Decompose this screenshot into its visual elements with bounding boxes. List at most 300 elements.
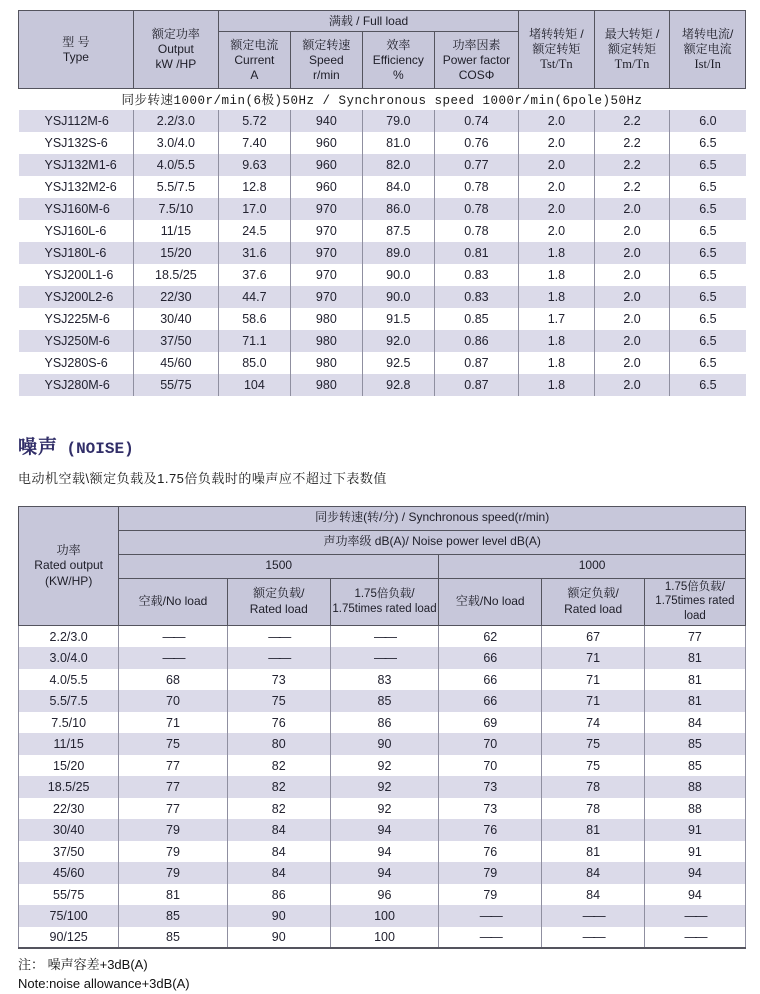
value-cell: 6.5 <box>670 330 746 352</box>
value-cell: 2.0 <box>594 308 670 330</box>
row-label-cell: 22/30 <box>19 798 119 820</box>
value-cell: 74 <box>542 712 645 734</box>
value-cell: 75 <box>227 690 330 712</box>
value-cell: 84.0 <box>362 176 434 198</box>
value-cell: —— <box>119 647 227 669</box>
value-cell: 1.8 <box>519 286 595 308</box>
value-cell: 6.5 <box>670 154 746 176</box>
col-header-output-unit: kW /HP <box>155 57 197 71</box>
value-cell: 66 <box>439 690 542 712</box>
row-label-cell: YSJ132M2-6 <box>44 179 117 194</box>
table-row <box>19 884 746 906</box>
col-header-175-1000 <box>644 578 745 626</box>
value-cell: 76 <box>227 712 330 734</box>
value-cell: 79 <box>439 862 542 884</box>
table-row <box>19 132 746 154</box>
value-cell: 0.87 <box>434 352 518 374</box>
value-cell: —— <box>644 905 745 927</box>
value-cell: 0.83 <box>434 264 518 286</box>
value-cell: 6.5 <box>670 198 746 220</box>
value-cell: 1.7 <box>519 308 595 330</box>
row-label-cell: YSJ112M-6 <box>44 113 109 128</box>
value-cell: 91 <box>644 841 745 863</box>
value-cell: 75 <box>542 733 645 755</box>
table-row <box>19 626 746 648</box>
value-cell: 0.76 <box>434 132 518 154</box>
row-label-cell: 75/100 <box>19 905 119 927</box>
col-header-output <box>133 11 218 89</box>
value-cell: 76 <box>439 841 542 863</box>
value-cell: 91 <box>644 819 745 841</box>
value-cell: 17.0 <box>218 198 290 220</box>
value-cell: 0.81 <box>434 242 518 264</box>
footnote-zh: 注： 噪声容差+3dB(A) <box>18 957 148 973</box>
value-cell: 960 <box>290 154 362 176</box>
value-cell: 92 <box>330 755 438 777</box>
row-label-cell: 3.0/4.0 <box>19 647 119 669</box>
value-cell: 0.87 <box>434 374 518 396</box>
value-cell: 9.63 <box>218 154 290 176</box>
table-row <box>19 819 746 841</box>
group-header-full-load: 满载 / Full load <box>218 11 518 32</box>
col-header-rated-output-unit: (KW/HP) <box>44 573 93 588</box>
col-header-speed-unit: r/min <box>313 67 340 82</box>
value-cell: 66 <box>439 669 542 691</box>
value-cell: 81 <box>119 884 227 906</box>
col-header-powerfactor-en: Power factor <box>442 52 511 67</box>
header-speed-1500: 1500 <box>119 554 439 578</box>
value-cell: 67 <box>542 626 645 648</box>
value-cell: 84 <box>542 862 645 884</box>
row-label-cell: YSJ132S-6 <box>44 135 108 150</box>
value-cell: 91.5 <box>362 308 434 330</box>
table-row <box>19 862 746 884</box>
table-row <box>19 798 746 820</box>
value-cell: 92 <box>330 776 438 798</box>
value-cell: 6.5 <box>670 264 746 286</box>
sync-speed-banner-row <box>19 89 746 110</box>
value-cell: 970 <box>290 220 362 242</box>
value-cell: 0.74 <box>434 110 518 132</box>
value-cell: 6.5 <box>670 132 746 154</box>
table-row <box>19 198 746 220</box>
value-cell: 3.0/4.0 <box>133 132 218 154</box>
value-cell: 104 <box>218 374 290 396</box>
value-cell: 2.0 <box>594 330 670 352</box>
value-cell: 970 <box>290 286 362 308</box>
value-cell: 0.78 <box>434 220 518 242</box>
value-cell: 2.0 <box>594 220 670 242</box>
value-cell: 92.8 <box>362 374 434 396</box>
value-cell: 90 <box>330 733 438 755</box>
row-label-cell: YSJ180L-6 <box>44 245 107 260</box>
value-cell: 92 <box>330 798 438 820</box>
value-cell: 2.2/3.0 <box>133 110 218 132</box>
noise-table <box>18 506 746 950</box>
value-cell: 71.1 <box>218 330 290 352</box>
col-header-type-en: Type <box>62 49 89 64</box>
value-cell: 79 <box>119 841 227 863</box>
col-header-tst-tn <box>519 11 595 89</box>
value-cell: 2.0 <box>594 198 670 220</box>
row-label-cell: 18.5/25 <box>19 776 119 798</box>
value-cell: —— <box>644 927 745 949</box>
table-row <box>19 927 746 949</box>
col-header-rated-en: Rated load <box>249 601 308 616</box>
value-cell: 88 <box>644 776 745 798</box>
row-label-cell: 55/75 <box>19 884 119 906</box>
col-header-175-en: 1.75times rated load <box>332 602 437 615</box>
value-cell: —— <box>227 626 330 648</box>
col-header-current-unit: A <box>250 67 259 82</box>
col-header-rated-output-en: Rated output <box>34 558 104 573</box>
value-cell: 82 <box>227 776 330 798</box>
value-cell: 1.8 <box>519 374 595 396</box>
value-cell: 71 <box>542 647 645 669</box>
col-header-tm-zh1: 最大转矩 / <box>604 26 660 41</box>
value-cell: 55/75 <box>133 374 218 396</box>
value-cell: 85 <box>644 755 745 777</box>
value-cell: 84 <box>542 884 645 906</box>
value-cell: 89.0 <box>362 242 434 264</box>
page-content <box>18 10 746 994</box>
row-label-cell: 30/40 <box>19 819 119 841</box>
value-cell: 84 <box>227 862 330 884</box>
value-cell: 45/60 <box>133 352 218 374</box>
value-cell: 86.0 <box>362 198 434 220</box>
col-header-tm-zh2: 额定转矩 <box>608 41 657 56</box>
value-cell: 84 <box>227 819 330 841</box>
value-cell: 75 <box>119 733 227 755</box>
value-cell: —— <box>542 905 645 927</box>
value-cell: 84 <box>644 712 745 734</box>
value-cell: 1.8 <box>519 352 595 374</box>
value-cell: 0.78 <box>434 198 518 220</box>
col-header-speed-zh: 额定转速 <box>302 37 351 52</box>
noise-table-body <box>19 626 746 949</box>
value-cell: 82 <box>227 798 330 820</box>
value-cell: 90.0 <box>362 264 434 286</box>
col-header-175-en: 1.75times rated load <box>655 595 735 623</box>
col-header-efficiency-en: Efficiency <box>372 52 424 67</box>
row-label-cell: YSJ200L2-6 <box>44 289 114 304</box>
value-cell: 77 <box>119 776 227 798</box>
table-row <box>19 242 746 264</box>
value-cell: 90 <box>227 927 330 949</box>
value-cell: 85.0 <box>218 352 290 374</box>
value-cell: 22/30 <box>133 286 218 308</box>
col-header-type <box>19 11 134 89</box>
value-cell: 0.83 <box>434 286 518 308</box>
row-label-cell: 2.2/3.0 <box>19 626 119 648</box>
col-header-rated-1500 <box>227 578 330 626</box>
value-cell: 2.2 <box>594 154 670 176</box>
value-cell: 81 <box>542 819 645 841</box>
noise-title-zh: 噪声 <box>18 436 59 458</box>
value-cell: 66 <box>439 647 542 669</box>
value-cell: 94 <box>644 862 745 884</box>
value-cell: 5.5/7.5 <box>133 176 218 198</box>
table-row <box>19 733 746 755</box>
col-header-output-zh: 额定功率 <box>151 27 200 41</box>
row-label-cell: 4.0/5.5 <box>19 669 119 691</box>
value-cell: 2.2 <box>594 110 670 132</box>
header-noise-level: 声功率级 dB(A)/ Noise power level dB(A) <box>119 530 746 554</box>
value-cell: 71 <box>542 669 645 691</box>
table-row <box>19 286 746 308</box>
value-cell: 30/40 <box>133 308 218 330</box>
value-cell: —— <box>119 626 227 648</box>
noise-title-en: (NOISE) <box>66 439 134 458</box>
value-cell: 82 <box>227 755 330 777</box>
table-row <box>19 755 746 777</box>
col-header-tm-tn <box>594 11 670 89</box>
value-cell: 81.0 <box>362 132 434 154</box>
value-cell: 86 <box>330 712 438 734</box>
footnote-en: Note:noise allowance+3dB(A) <box>18 976 190 992</box>
sync-speed-banner: 同步转速1000r/min(6极)50Hz / Synchronous speed 1000r/min(6pole)50Hz <box>19 89 746 110</box>
value-cell: 970 <box>290 242 362 264</box>
row-label-cell: 37/50 <box>19 841 119 863</box>
value-cell: 940 <box>290 110 362 132</box>
row-label-cell: 90/125 <box>19 927 119 949</box>
value-cell: 15/20 <box>133 242 218 264</box>
row-label-cell: YSJ160L-6 <box>44 223 107 238</box>
value-cell: 70 <box>439 733 542 755</box>
col-header-ist-zh1: 堵转电流/ <box>681 26 734 41</box>
value-cell: 70 <box>439 755 542 777</box>
value-cell: 77 <box>644 626 745 648</box>
col-header-175-zh: 1.75倍负载/ <box>664 580 725 593</box>
value-cell: 84 <box>227 841 330 863</box>
value-cell: 71 <box>542 690 645 712</box>
value-cell: 85 <box>119 927 227 949</box>
col-header-type-zh: 型 号 <box>62 34 90 49</box>
value-cell: 94 <box>330 841 438 863</box>
table-row <box>19 374 746 396</box>
value-cell: 7.40 <box>218 132 290 154</box>
table-row <box>19 905 746 927</box>
col-header-ist-zh2: 额定电流 <box>683 41 732 56</box>
value-cell: 94 <box>330 862 438 884</box>
table-row <box>19 841 746 863</box>
value-cell: 79 <box>119 862 227 884</box>
col-header-efficiency <box>362 32 434 89</box>
value-cell: 37/50 <box>133 330 218 352</box>
col-header-powerfactor-unit: COSΦ <box>458 67 495 82</box>
col-header-noload-1500: 空载/No load <box>119 578 227 626</box>
motor-spec-table-body <box>19 110 746 396</box>
value-cell: 94 <box>330 819 438 841</box>
value-cell: 85 <box>330 690 438 712</box>
table-row <box>19 776 746 798</box>
value-cell: 960 <box>290 176 362 198</box>
value-cell: 2.2 <box>594 132 670 154</box>
value-cell: 81 <box>644 647 745 669</box>
row-label-cell: 15/20 <box>19 755 119 777</box>
value-cell: 80 <box>227 733 330 755</box>
table-row <box>19 176 746 198</box>
value-cell: 90 <box>227 905 330 927</box>
col-header-speed <box>290 32 362 89</box>
value-cell: 980 <box>290 330 362 352</box>
value-cell: 0.86 <box>434 330 518 352</box>
value-cell: 980 <box>290 374 362 396</box>
value-cell: 2.0 <box>519 198 595 220</box>
value-cell: 6.5 <box>670 242 746 264</box>
row-label-cell: YSJ160M-6 <box>44 201 110 216</box>
row-label-cell: YSJ250M-6 <box>44 333 110 348</box>
value-cell: 71 <box>119 712 227 734</box>
col-header-ist-in <box>670 11 746 89</box>
value-cell: 100 <box>330 927 438 949</box>
value-cell: 2.0 <box>519 154 595 176</box>
value-cell: 85 <box>119 905 227 927</box>
col-header-ist-en: Ist/In <box>694 56 721 71</box>
value-cell: 79 <box>119 819 227 841</box>
value-cell: 2.0 <box>519 132 595 154</box>
value-cell: 6.5 <box>670 220 746 242</box>
value-cell: 92.0 <box>362 330 434 352</box>
value-cell: 24.5 <box>218 220 290 242</box>
value-cell: 980 <box>290 352 362 374</box>
value-cell: 62 <box>439 626 542 648</box>
value-cell: 86 <box>227 884 330 906</box>
row-label-cell: YSJ132M1-6 <box>44 157 117 172</box>
col-header-rated-en: Rated load <box>564 601 623 616</box>
value-cell: 2.2 <box>594 176 670 198</box>
value-cell: 980 <box>290 308 362 330</box>
value-cell: —— <box>330 626 438 648</box>
col-header-rated-output <box>19 506 119 626</box>
col-header-current <box>218 32 290 89</box>
value-cell: 90.0 <box>362 286 434 308</box>
col-header-powerfactor-zh: 功率因素 <box>452 37 501 52</box>
value-cell: 2.0 <box>594 374 670 396</box>
value-cell: 1.8 <box>519 330 595 352</box>
table-row <box>19 154 746 176</box>
table-row <box>19 647 746 669</box>
value-cell: 6.5 <box>670 374 746 396</box>
value-cell: —— <box>542 927 645 949</box>
value-cell: 82.0 <box>362 154 434 176</box>
value-cell: 6.5 <box>670 352 746 374</box>
value-cell: 2.0 <box>594 264 670 286</box>
header-speed-1000: 1000 <box>439 554 746 578</box>
table-row <box>19 330 746 352</box>
row-label-cell: YSJ280S-6 <box>44 355 108 370</box>
value-cell: 70 <box>119 690 227 712</box>
value-cell: 77 <box>119 798 227 820</box>
value-cell: 2.0 <box>594 286 670 308</box>
col-header-efficiency-zh: 效率 <box>386 37 411 52</box>
value-cell: 79 <box>439 884 542 906</box>
value-cell: 73 <box>439 776 542 798</box>
value-cell: 87.5 <box>362 220 434 242</box>
col-header-noload-1000: 空载/No load <box>439 578 542 626</box>
col-header-175-zh: 1.75倍负载/ <box>354 587 415 600</box>
col-header-current-zh: 额定电流 <box>230 37 279 52</box>
footnote <box>18 956 746 994</box>
value-cell: 2.0 <box>594 352 670 374</box>
value-cell: 94 <box>644 884 745 906</box>
row-label-cell: 11/15 <box>19 733 119 755</box>
table-row <box>19 352 746 374</box>
row-label-cell: 7.5/10 <box>19 712 119 734</box>
value-cell: 85 <box>644 733 745 755</box>
col-header-tm-en: Tm/Tn <box>614 56 650 71</box>
value-cell: 2.0 <box>519 110 595 132</box>
value-cell: 12.8 <box>218 176 290 198</box>
value-cell: —— <box>227 647 330 669</box>
col-header-tst-zh2: 额定转矩 <box>532 41 581 56</box>
value-cell: 76 <box>439 819 542 841</box>
value-cell: 83 <box>330 669 438 691</box>
value-cell: 0.85 <box>434 308 518 330</box>
value-cell: 1.8 <box>519 242 595 264</box>
value-cell: 18.5/25 <box>133 264 218 286</box>
value-cell: —— <box>330 647 438 669</box>
col-header-powerfactor <box>434 32 518 89</box>
table-row <box>19 110 746 132</box>
value-cell: 960 <box>290 132 362 154</box>
value-cell: 100 <box>330 905 438 927</box>
col-header-current-en: Current <box>234 52 275 67</box>
value-cell: 970 <box>290 198 362 220</box>
value-cell: 81 <box>644 690 745 712</box>
noise-subtitle: 电动机空载\额定负载及1.75倍负载时的噪声应不超过下表数值 <box>18 470 387 486</box>
value-cell: 44.7 <box>218 286 290 308</box>
col-header-175-1500 <box>330 578 438 626</box>
value-cell: 11/15 <box>133 220 218 242</box>
value-cell: 6.0 <box>670 110 746 132</box>
value-cell: 69 <box>439 712 542 734</box>
value-cell: —— <box>439 905 542 927</box>
col-header-tst-zh1: 堵转转矩 / <box>529 26 584 41</box>
value-cell: 6.5 <box>670 286 746 308</box>
value-cell: 92.5 <box>362 352 434 374</box>
value-cell: 81 <box>644 669 745 691</box>
value-cell: 77 <box>119 755 227 777</box>
value-cell: 81 <box>542 841 645 863</box>
motor-spec-table <box>18 10 746 396</box>
col-header-rated-zh: 额定负载/ <box>253 586 305 601</box>
header-sync-speed: 同步转速(转/分) / Synchronous speed(r/min) <box>119 506 746 530</box>
table-row <box>19 264 746 286</box>
value-cell: 0.77 <box>434 154 518 176</box>
value-cell: 68 <box>119 669 227 691</box>
row-label-cell: YSJ225M-6 <box>44 311 110 326</box>
value-cell: 73 <box>439 798 542 820</box>
value-cell: 0.78 <box>434 176 518 198</box>
table-row <box>19 712 746 734</box>
row-label-cell: 45/60 <box>19 862 119 884</box>
col-header-rated-output-zh: 功率 <box>56 542 81 557</box>
value-cell: 78 <box>542 776 645 798</box>
value-cell: 96 <box>330 884 438 906</box>
row-label-cell: YSJ200L1-6 <box>44 267 114 282</box>
row-label-cell: 5.5/7.5 <box>19 690 119 712</box>
col-header-tst-en: Tst/Tn <box>540 56 573 71</box>
value-cell: 88 <box>644 798 745 820</box>
value-cell: 1.8 <box>519 264 595 286</box>
col-header-rated-1000 <box>542 578 645 626</box>
table-row <box>19 220 746 242</box>
table-row <box>19 669 746 691</box>
value-cell: 37.6 <box>218 264 290 286</box>
table-row <box>19 690 746 712</box>
value-cell: 7.5/10 <box>133 198 218 220</box>
